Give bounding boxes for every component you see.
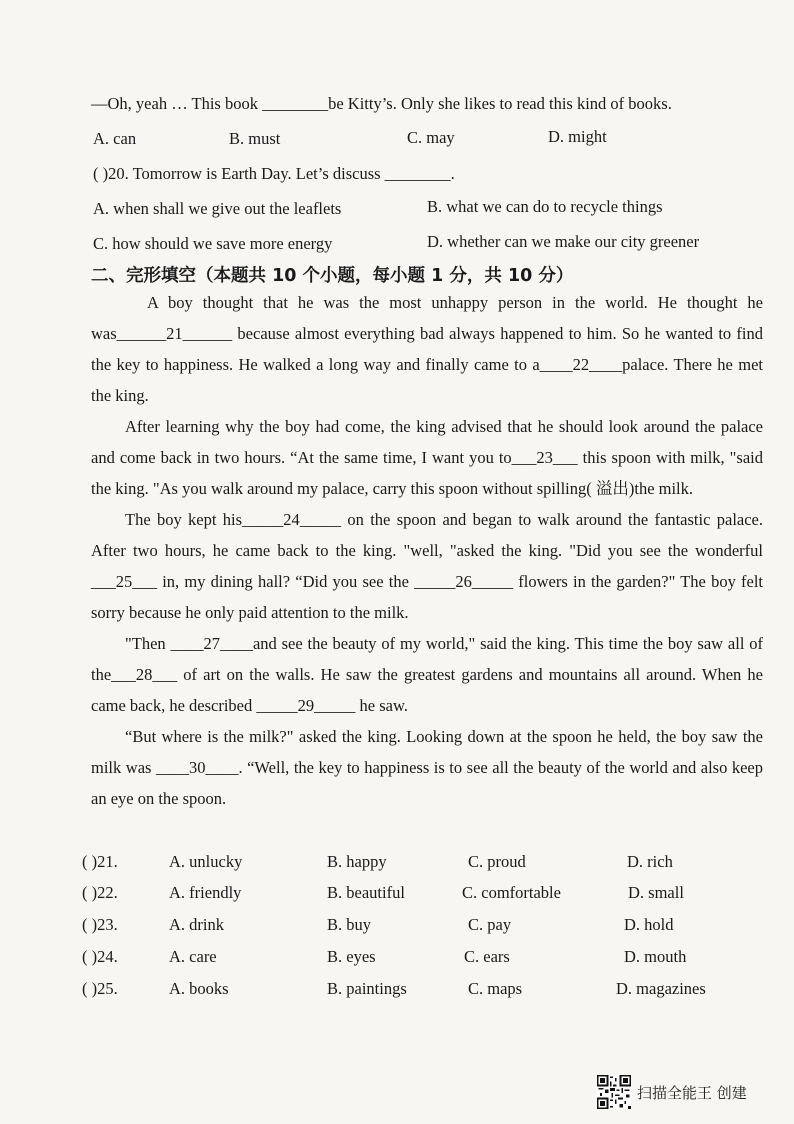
option-d: D. mouth <box>624 947 687 966</box>
question-number: ( )21. <box>82 852 118 871</box>
option-c: C. maps <box>468 979 523 998</box>
option-d: D. magazines <box>616 979 706 998</box>
option-c: C. proud <box>468 852 526 871</box>
option-c: C. ears <box>464 947 510 966</box>
option-a: A. drink <box>169 915 224 934</box>
option-b: B. paintings <box>327 979 407 998</box>
question-number: ( )22. <box>82 883 118 902</box>
section-title: 二、完形填空（本题共 10 个小题，每小题 1 分，共 10 分） <box>91 266 574 286</box>
question-number: ( )23. <box>82 915 118 934</box>
q19-option-b: B. must <box>229 129 281 148</box>
option-c: C. comfortable <box>462 883 561 902</box>
scanner-watermark <box>597 1074 747 1110</box>
option-b: B. eyes <box>327 947 376 966</box>
option-a: A. books <box>169 979 229 998</box>
answer-row <box>82 947 782 973</box>
question-number: ( )24. <box>82 947 118 966</box>
option-d: D. small <box>628 883 684 902</box>
option-a: A. care <box>169 947 217 966</box>
watermark-text: 扫描全能王 创建 <box>637 1083 747 1102</box>
q20-option-b: B. what we can do to recycle things <box>427 197 663 216</box>
option-a: A. friendly <box>169 883 242 902</box>
passage-paragraph-2: After learning why the boy had come, the king advised that he should look around the palace and come back in two hours. “At the same time, I want you to___23___ this spoon with milk, "said the king. "As you walk around my palace, carry this spoon without spilling( 溢出)the milk. <box>91 417 763 498</box>
q20-option-c: C. how should we save more energy <box>93 234 333 253</box>
option-d: D. hold <box>624 915 674 934</box>
option-d: D. rich <box>627 852 673 871</box>
q20-option-a: A. when shall we give out the leaflets <box>93 199 342 218</box>
option-c: C. pay <box>468 915 512 934</box>
qr-code-icon <box>597 1075 631 1109</box>
option-b: B. beautiful <box>327 883 405 902</box>
answer-row <box>82 979 782 1005</box>
q19-option-c: C. may <box>407 128 455 147</box>
question-number: ( )25. <box>82 979 118 998</box>
q19-option-d: D. might <box>548 127 607 146</box>
cloze-passage <box>91 287 763 814</box>
passage-paragraph-4: "Then ____27____and see the beauty of my world," said the king. This time the boy saw all of the___28___ of art on the walls. He saw the greatest gardens and mountains all around. When he came back, he described _____29_____ he saw. <box>91 634 763 715</box>
q20-option-d: D. whether can we make our city greener <box>427 232 700 251</box>
option-b: B. happy <box>327 852 387 871</box>
passage-paragraph-1: A boy thought that he was the most unhappy person in the world. He thought he was______21______ because almost everything bad always happened to him. So he wanted to find the key to happiness. He walked a long way and finally came to a____22____palace. There he met the king. <box>91 293 763 405</box>
option-b: B. buy <box>327 915 372 934</box>
answer-row <box>82 883 782 909</box>
passage-paragraph-5: “But where is the milk?" asked the king. Looking down at the spoon he held, the boy saw the milk was ____30____. “Well, the key to happiness is to see all the beauty of the world and also keep an eye on the spoon. <box>91 727 763 808</box>
answer-row <box>82 852 782 878</box>
answer-row <box>82 915 782 941</box>
passage-paragraph-3: The boy kept his_____24_____ on the spoon and began to walk around the fantastic palace. After two hours, he came back to the king. "well, "asked the king. "Did you see the wonderful ___25___ in, my dining hall? “Did you see the _____26_____ flowers in the garden?" The boy felt sorry because he only paid attention to the milk. <box>91 510 763 622</box>
q19-stem: —Oh, yeah … This book ________be Kitty’s. Only she likes to read this kind of books. <box>91 94 672 113</box>
q19-option-a: A. can <box>93 129 137 148</box>
option-a: A. unlucky <box>169 852 243 871</box>
q20-stem: ( )20. Tomorrow is Earth Day. Let’s discuss ________. <box>93 164 455 183</box>
